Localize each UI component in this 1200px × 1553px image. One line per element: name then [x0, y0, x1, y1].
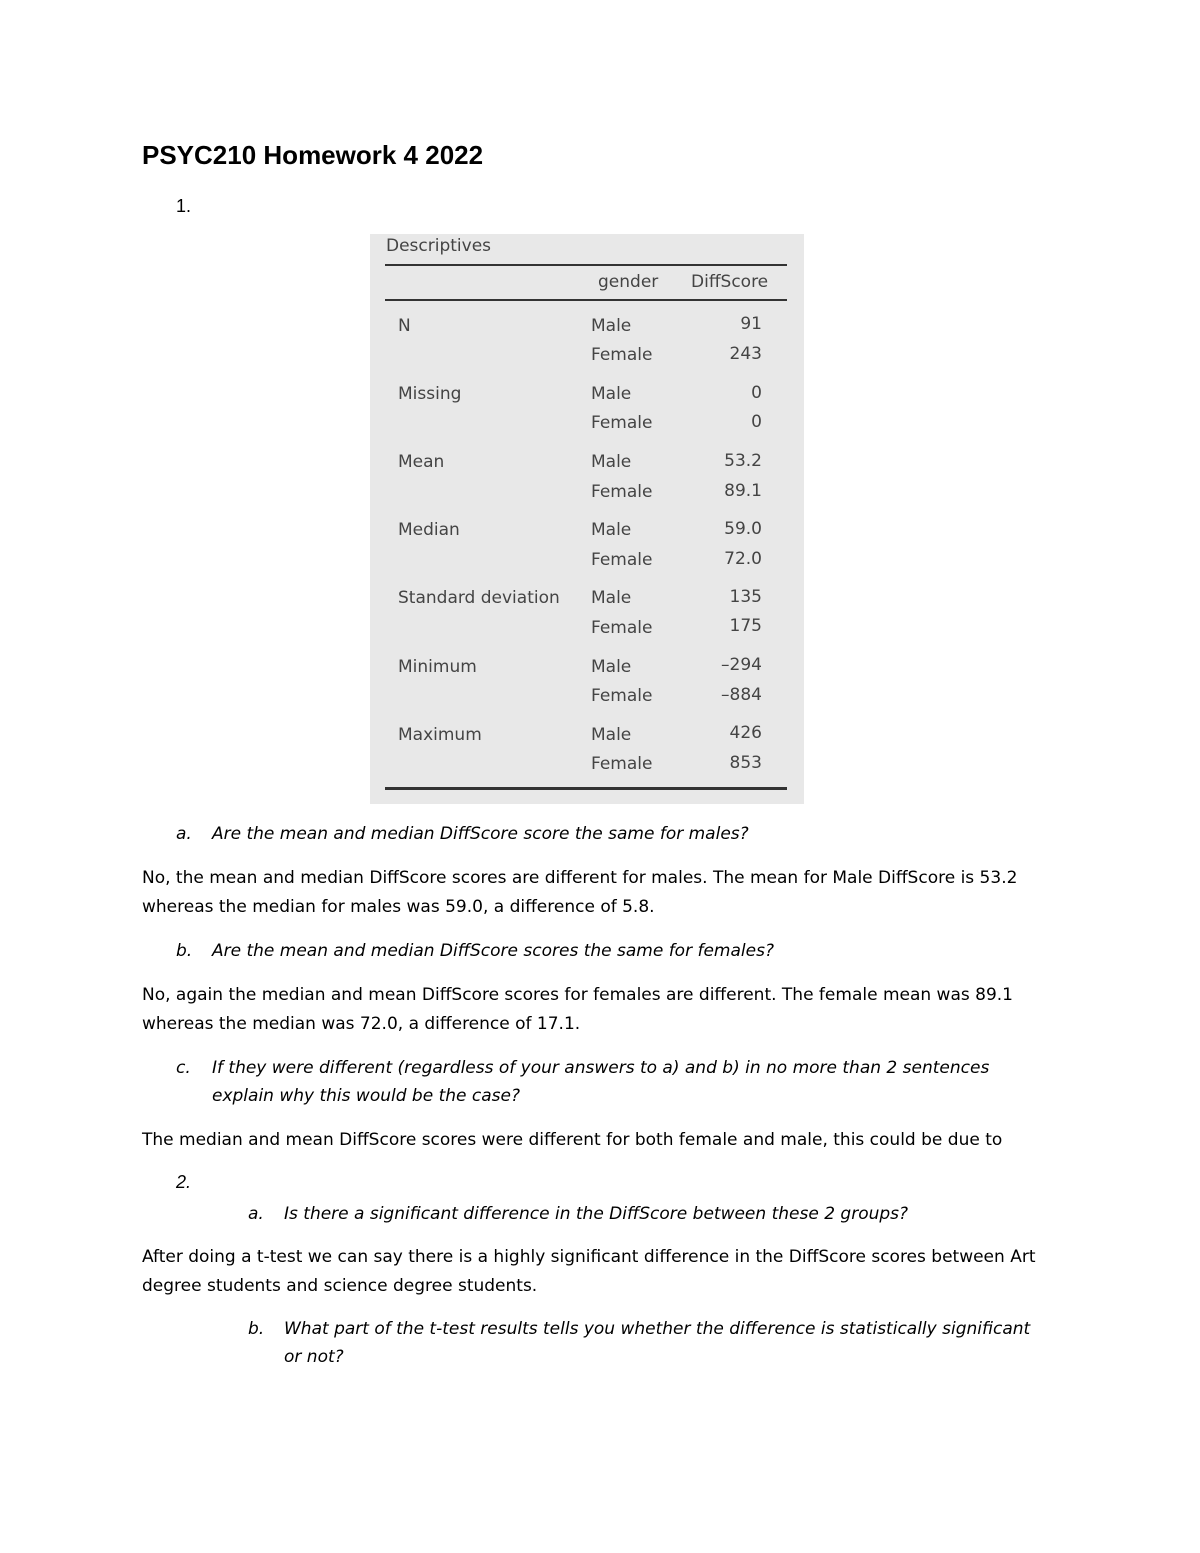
question-1c	[176, 1054, 1076, 1110]
male-value: 135	[729, 587, 762, 607]
answer-1b: No, again the median and mean DiffScore scores for females are different. The female mean was 89.1 whereas the median was 72.0, a difference of 17.1.	[142, 985, 1013, 1034]
female-value: 853	[729, 753, 762, 773]
female-value: –884	[721, 685, 762, 705]
male-label: Male	[591, 384, 632, 404]
stat-label: Standard deviation	[398, 588, 560, 608]
question-2b	[248, 1315, 1078, 1371]
descriptives-title: Descriptives	[386, 236, 492, 256]
answer-1c: The median and mean DiffScore scores were different for both female and male, this could be due to	[142, 1130, 1003, 1150]
stat-label: Missing	[398, 384, 462, 404]
answer-2a: After doing a t-test we can say there is a highly significant difference in the DiffScore scores between Art degree students and science degree students.	[142, 1247, 1036, 1296]
stat-label: Mean	[398, 452, 445, 472]
stat-label: Minimum	[398, 657, 477, 677]
male-label: Male	[591, 520, 632, 540]
table-top-rule	[385, 264, 787, 266]
item-question-line2: or not?	[284, 1347, 344, 1367]
descriptives-table	[370, 234, 804, 804]
document-title: PSYC210 Homework 4 2022	[142, 140, 484, 170]
item-question-line1: If they were different (regardless of your answers to a) and b) in no more than 2 sentences	[212, 1058, 990, 1078]
male-value: 91	[740, 314, 762, 334]
item-label: a.	[248, 1204, 264, 1224]
female-label: Female	[591, 686, 653, 706]
male-label: Male	[591, 657, 632, 677]
item-label: b.	[248, 1319, 265, 1339]
table-bottom-rule	[385, 787, 787, 790]
male-label: Male	[591, 316, 632, 336]
male-value: 426	[729, 723, 762, 743]
female-value: 243	[729, 344, 762, 364]
female-value: 72.0	[724, 549, 762, 569]
female-value: 89.1	[724, 481, 762, 501]
male-value: 0	[751, 383, 762, 403]
stat-label: Median	[398, 520, 460, 540]
female-label: Female	[591, 618, 653, 638]
item-question-line1: What part of the t-test results tells you whether the difference is statistically significant	[284, 1319, 1031, 1339]
male-value: 53.2	[724, 451, 762, 471]
item-question: Are the mean and median DiffScore score the same for males?	[212, 824, 749, 844]
female-value: 0	[751, 412, 762, 432]
question-1-number: 1.	[176, 196, 192, 216]
female-label: Female	[591, 550, 653, 570]
male-label: Male	[591, 588, 632, 608]
table-header-rule	[385, 299, 787, 301]
male-value: 59.0	[724, 519, 762, 539]
item-question: Is there a significant difference in the DiffScore between these 2 groups?	[284, 1204, 909, 1224]
item-question: Are the mean and median DiffScore scores the same for females?	[212, 941, 774, 961]
item-question-line2: explain why this would be the case?	[212, 1086, 520, 1106]
female-label: Female	[591, 345, 653, 365]
answer-1a: No, the mean and median DiffScore scores are different for males. The mean for Male DiffScore is 53.2 whereas the median for males was 59.0, a difference of 5.8.	[142, 868, 1018, 917]
male-value: –294	[721, 655, 762, 675]
stat-label: Maximum	[398, 725, 482, 745]
female-label: Female	[591, 413, 653, 433]
male-label: Male	[591, 452, 632, 472]
item-label: c.	[176, 1058, 191, 1078]
header-diffscore: DiffScore	[691, 272, 769, 292]
male-label: Male	[591, 725, 632, 745]
female-value: 175	[729, 616, 762, 636]
header-gender: gender	[598, 272, 659, 292]
female-label: Female	[591, 754, 653, 774]
item-label: a.	[176, 824, 192, 844]
item-label: b.	[176, 941, 193, 961]
female-label: Female	[591, 482, 653, 502]
question-2-number: 2.	[176, 1172, 192, 1192]
stat-label: N	[398, 316, 411, 336]
